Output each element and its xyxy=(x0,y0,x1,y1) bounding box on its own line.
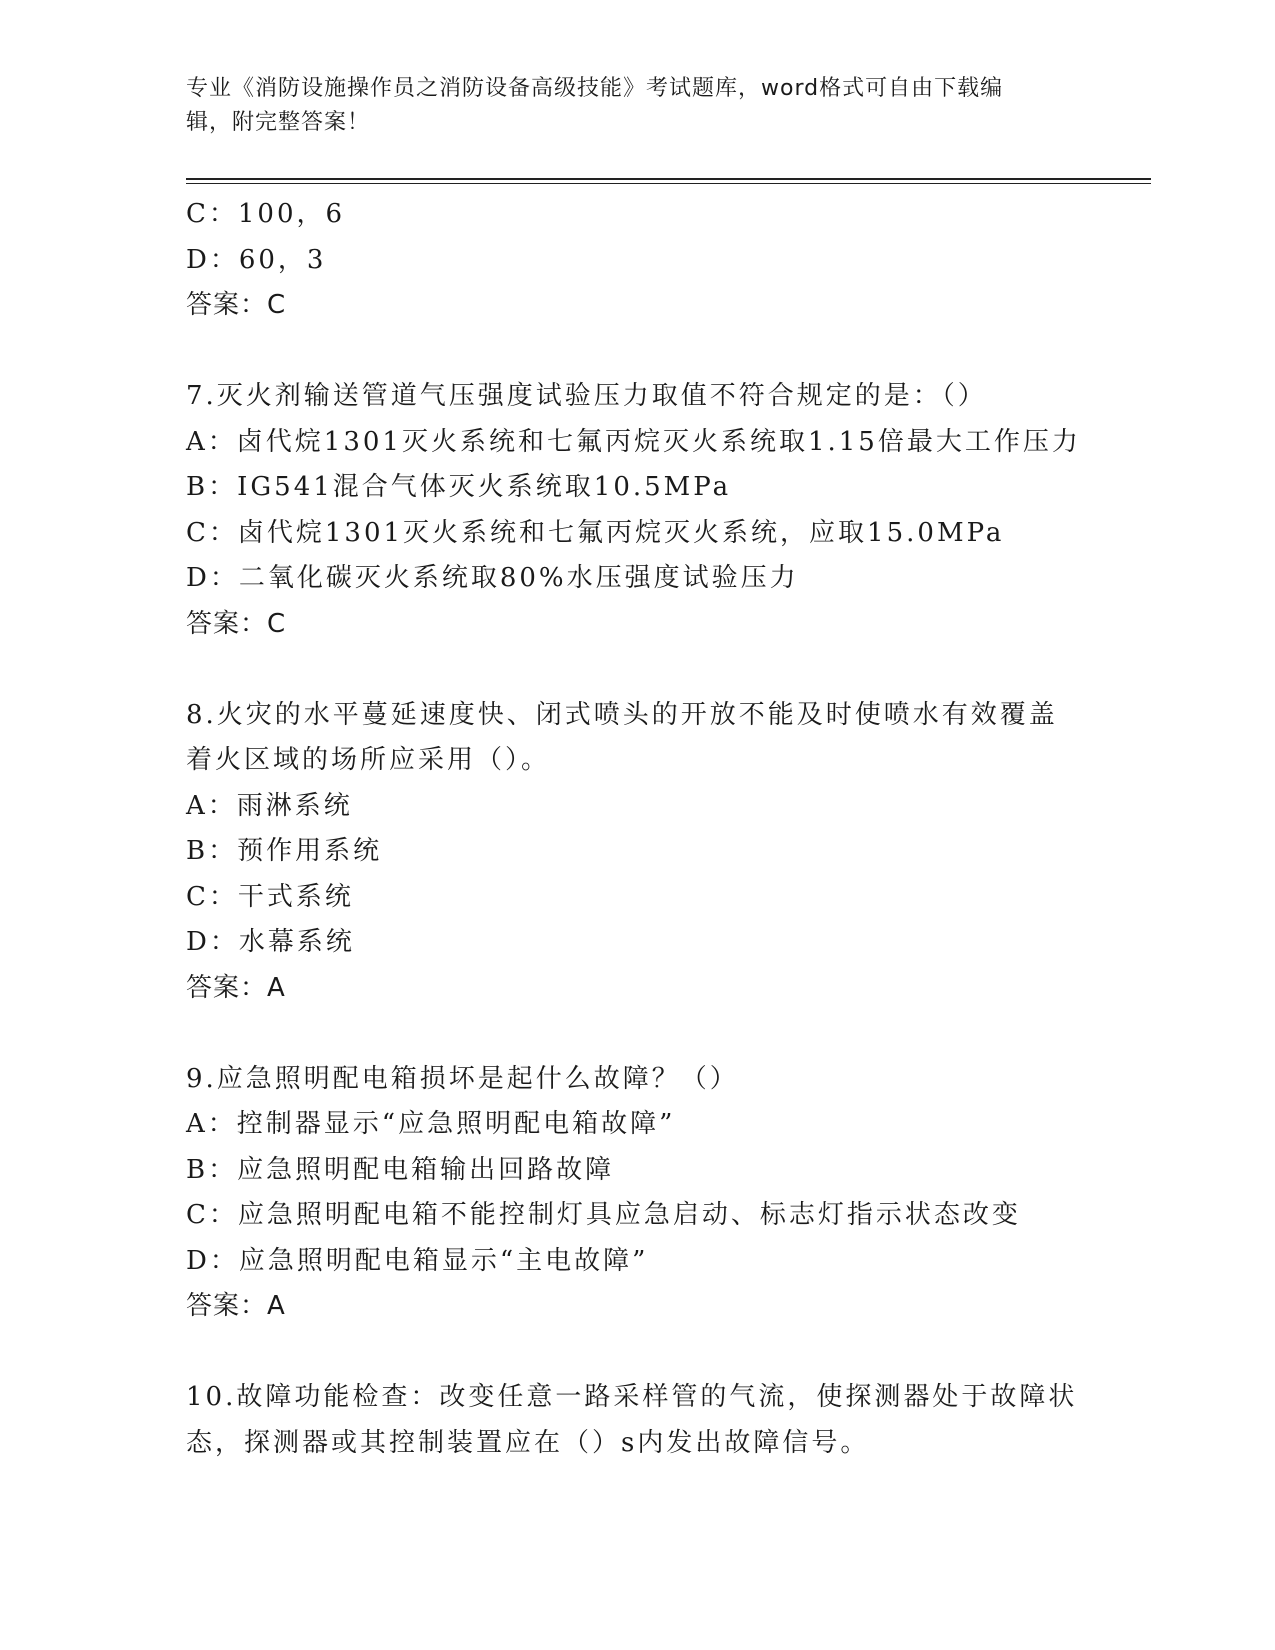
q8-answer: 答案：A xyxy=(186,972,286,1003)
q9-question: 9.应急照明配电箱损坏是起什么故障？（） xyxy=(186,1063,739,1094)
question-10 xyxy=(186,1375,1146,1466)
q8-question-line-2: 着火区域的场所应采用（）。 xyxy=(186,745,551,775)
q6-answer: 答案：C xyxy=(186,290,287,320)
q9-answer: 答案：A xyxy=(186,1291,286,1321)
q7-option-b: B：IG541混合气体灭火系统取10.5MPa xyxy=(186,472,732,502)
question-6-tail xyxy=(186,192,1146,329)
q8-option-c: C：干式系统 xyxy=(186,881,354,912)
question-8 xyxy=(186,693,1146,1012)
q6-option-c: C：100，6 xyxy=(186,199,346,229)
spacer xyxy=(186,1330,1146,1376)
q7-option-c: C：卤代烷1301灭火系统和七氟丙烷灭火系统，应取15.0MPa xyxy=(186,517,1005,548)
q8-option-a: A：雨淋系统 xyxy=(186,790,353,821)
q7-question: 7.灭火剂输送管道气压强度试验压力取值不符合规定的是：（） xyxy=(186,381,987,411)
q10-question-line-2: 态，探测器或其控制装置应在（）s内发出故障信号。 xyxy=(186,1427,870,1458)
q10-question-line-1: 10.故障功能检查：改变任意一路采样管的气流，使探测器处于故障状 xyxy=(186,1382,1078,1412)
q8-question-line-1: 8.火灾的水平蔓延速度快、闭式喷头的开放不能及时使喷水有效覆盖 xyxy=(186,699,1058,730)
q7-option-a: A：卤代烷1301灭火系统和七氟丙烷灭火系统取1.15倍最大工作压力 xyxy=(186,426,1081,457)
q7-answer: 答案：C xyxy=(186,608,287,639)
spacer xyxy=(186,329,1146,375)
header-line-2: 辑，附完整答案！ xyxy=(186,110,371,135)
header-divider-thin xyxy=(186,183,1151,184)
q9-option-c: C：应急照明配电箱不能控制灯具应急启动、标志灯指示状态改变 xyxy=(186,1200,1021,1230)
question-list xyxy=(186,192,1146,1466)
q9-option-b: B：应急照明配电箱输出回路故障 xyxy=(186,1154,615,1185)
header-divider-thick xyxy=(186,178,1151,180)
spacer xyxy=(186,1011,1146,1057)
q9-option-a: A：控制器显示“应急照明配电箱故障” xyxy=(186,1109,676,1139)
spacer xyxy=(186,647,1146,693)
q8-option-d: D：水幕系统 xyxy=(186,927,355,957)
q7-option-d: D：二氧化碳灭火系统取80%水压强度试验压力 xyxy=(186,563,799,593)
question-9 xyxy=(186,1057,1146,1330)
document-header xyxy=(186,72,1066,140)
q9-option-d: D：应急照明配电箱显示“主电故障” xyxy=(186,1245,649,1276)
q6-option-d: D：60，3 xyxy=(186,244,327,275)
header-line-1: 专业《消防设施操作员之消防设备高级技能》考试题库，word格式可自由下载编 xyxy=(186,76,1004,101)
q8-option-b: B：预作用系统 xyxy=(186,836,383,866)
question-7 xyxy=(186,374,1146,647)
